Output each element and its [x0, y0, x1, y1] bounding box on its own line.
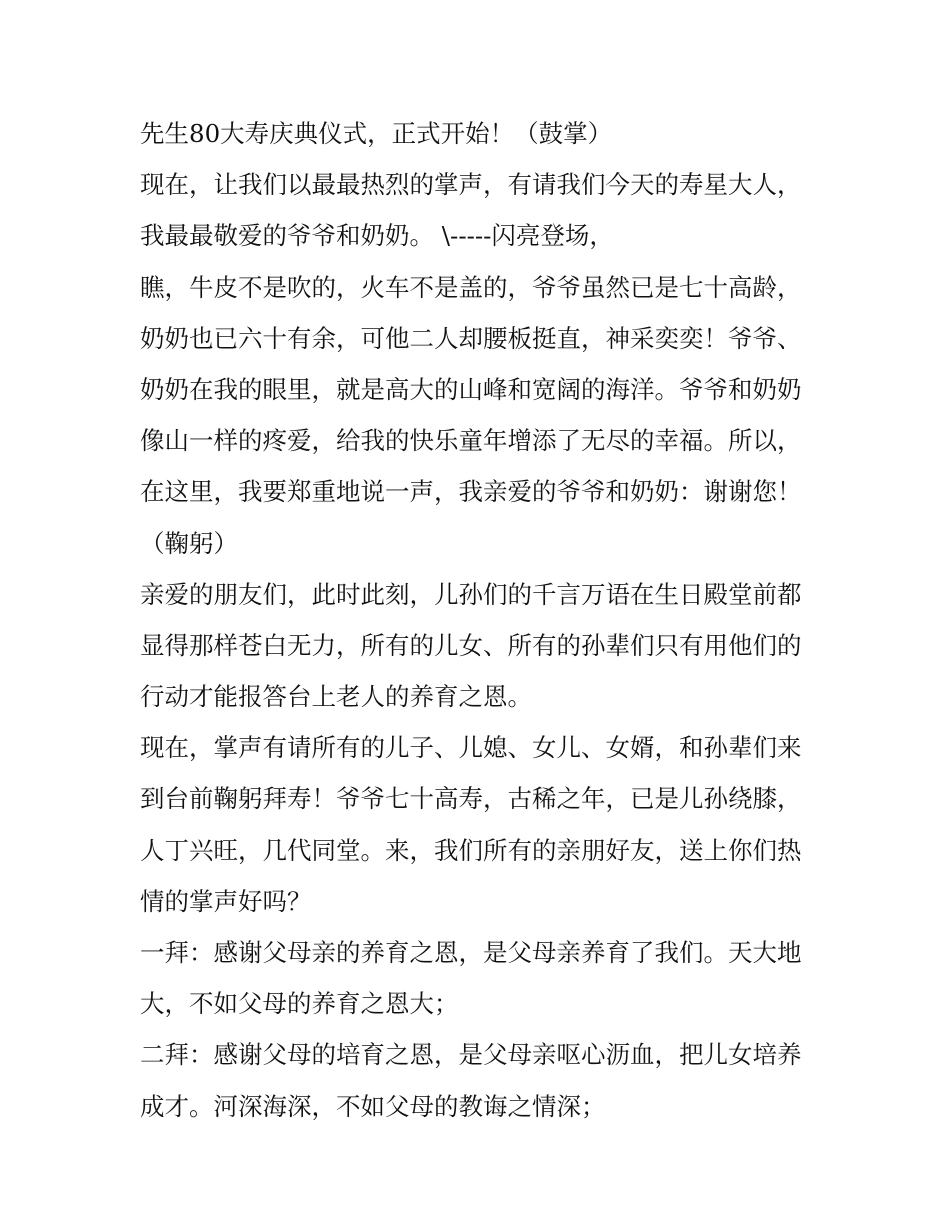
text-line: 我最最敬爱的爷爷和奶奶。 \-----闪亮登场， [140, 221, 614, 251]
text-line: 行动才能报答台上老人的养育之恩。 [140, 682, 532, 712]
text-line: 奶奶在我的眼里，就是高大的山峰和宽阔的海洋。爷爷和奶奶 [140, 374, 802, 404]
text-line: 瞧，牛皮不是吹的，火车不是盖的，爷爷虽然已是七十高龄， [140, 272, 802, 302]
text-line: （鞠躬） [140, 528, 238, 558]
text-line: 现在，掌声有请所有的儿子、儿媳、女儿、女婿，和孙辈们来 [140, 733, 802, 763]
text-line: 显得那样苍白无力，所有的儿女、所有的孙辈们只有用他们的 [140, 630, 802, 660]
text-line: 现在，让我们以最最热烈的掌声，有请我们今天的寿星大人， [140, 170, 802, 200]
text-line: 二拜：感谢父母的培育之恩，是父母亲呕心沥血，把儿女培养 [140, 1040, 802, 1070]
text-line: 在这里，我要郑重地说一声，我亲爱的爷爷和奶奶：谢谢您！ [140, 477, 802, 507]
text-line: 大，不如父母的养育之恩大； [140, 989, 459, 1019]
text-line: 成才。河深海深，不如父母的教诲之情深； [140, 1091, 606, 1121]
text-line: 到台前鞠躬拜寿！爷爷七十高寿，古稀之年，已是儿孙绕膝， [140, 784, 802, 814]
text-line: 像山一样的疼爱，给我的快乐童年增添了无尽的幸福。所以， [140, 426, 802, 456]
text-line: 亲爱的朋友们，此时此刻，儿孙们的千言万语在生日殿堂前都 [140, 579, 802, 609]
text-line: 一拜：感谢父母亲的养育之恩，是父母亲养育了我们。天大地 [140, 938, 802, 967]
text-line: 奶奶也已六十有余，可他二人却腰板挺直，神采奕奕！爷爷、 [140, 323, 802, 353]
text-line: 先生80大寿庆典仪式，正式开始！（鼓掌） [140, 119, 613, 148]
text-line: 人丁兴旺，几代同堂。来，我们所有的亲朋好友，送上你们热 [140, 835, 802, 865]
speech-text [140, 108, 820, 1132]
text-line: 情的掌声好吗？ [140, 886, 312, 916]
